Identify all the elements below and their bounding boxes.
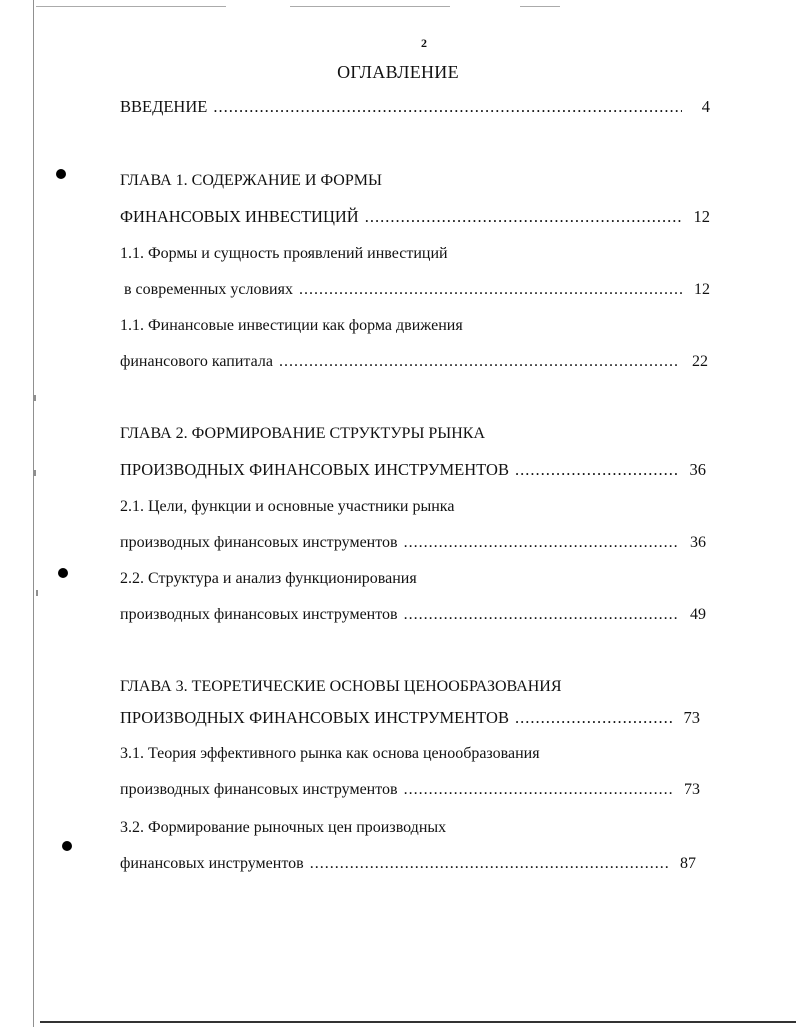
toc-page-number: 36 [690,534,706,551]
toc-entry-text: производных финансовых инструментов [120,606,398,623]
toc-page-number: 12 [694,281,710,298]
dot-leader [299,280,682,300]
toc-entry-text: ВВЕДЕНИЕ [120,97,208,116]
toc-entry-section [120,854,696,874]
toc-entry-text: финансовых инструментов [120,855,304,872]
punch-hole-mark [56,169,66,179]
section-title-line1: 3.1. Теория эффективного рынка как основа ценообразования [120,745,540,762]
toc-entry-chapter [120,708,700,728]
dot-leader [365,207,682,227]
section-title-line1: 2.2. Структура и анализ функционирования [120,570,417,587]
toc-entry-section [120,533,706,553]
toc-entry-section [124,280,710,300]
scan-edge-line [33,0,34,1027]
toc-page-number: 22 [692,353,708,370]
dot-leader [213,97,682,117]
toc-entry-chapter [120,207,710,227]
dot-leader [404,780,672,800]
dot-leader [279,352,680,372]
toc-entry-text: финансового капитала [120,353,273,370]
toc-entry-text: ПРОИЗВОДНЫХ ФИНАНСОВЫХ ИНСТРУМЕНТОВ [120,460,509,479]
toc-entry-text: в современных условиях [124,281,293,298]
toc-page-number: 73 [684,781,700,798]
dot-leader [404,605,678,625]
page-title: ОГЛАВЛЕНИЕ [337,62,459,82]
toc-page-number: 12 [693,207,710,226]
scan-top-line [36,6,226,7]
section-title-line1: 1.1. Формы и сущность проявлений инвестиций [120,245,448,262]
scan-top-line [520,6,560,7]
scan-bottom-line [40,1021,796,1023]
toc-entry-section [120,352,708,372]
toc-page-number: 49 [690,606,706,623]
page-number: 2 [421,36,427,50]
toc-entry-text: ФИНАНСОВЫХ ИНВЕСТИЦИЙ [120,207,359,226]
toc-page-number: 36 [689,460,706,479]
scan-top-line [290,6,450,7]
dot-leader [404,533,678,553]
toc-page-number: 73 [683,708,700,727]
chapter-title-line1: ГЛАВА 2. ФОРМИРОВАНИЕ СТРУКТУРЫ РЫНКА [120,425,486,442]
chapter-title-line1: ГЛАВА 3. ТЕОРЕТИЧЕСКИЕ ОСНОВЫ ЦЕНООБРАЗОВАНИЯ [120,678,562,695]
toc-entry-text: производных финансовых инструментов [120,781,398,798]
toc-page-number: 4 [701,97,710,116]
dot-leader [515,460,678,480]
chapter-title-line1: ГЛАВА 1. СОДЕРЖАНИЕ И ФОРМЫ [120,172,382,189]
punch-hole-mark [62,841,72,851]
toc-entry-text: ПРОИЗВОДНЫХ ФИНАНСОВЫХ ИНСТРУМЕНТОВ [120,708,509,727]
toc-entry-chapter [120,460,706,480]
dot-leader [515,708,672,728]
scan-speck [36,590,38,596]
toc-page-number: 87 [680,855,696,872]
toc-entry-text: производных финансовых инструментов [120,534,398,551]
scan-speck [34,470,36,476]
toc-entry-section [120,605,706,625]
scan-speck [34,395,36,401]
toc-entry-section [120,780,700,800]
punch-hole-mark [58,568,68,578]
toc-entry-intro [120,97,710,117]
section-title-line1: 3.2. Формирование рыночных цен производных [120,819,447,836]
dot-leader [310,854,668,874]
section-title-line1: 2.1. Цели, функции и основные участники рынка [120,498,455,515]
section-title-line1: 1.1. Финансовые инвестиции как форма движения [120,317,463,334]
